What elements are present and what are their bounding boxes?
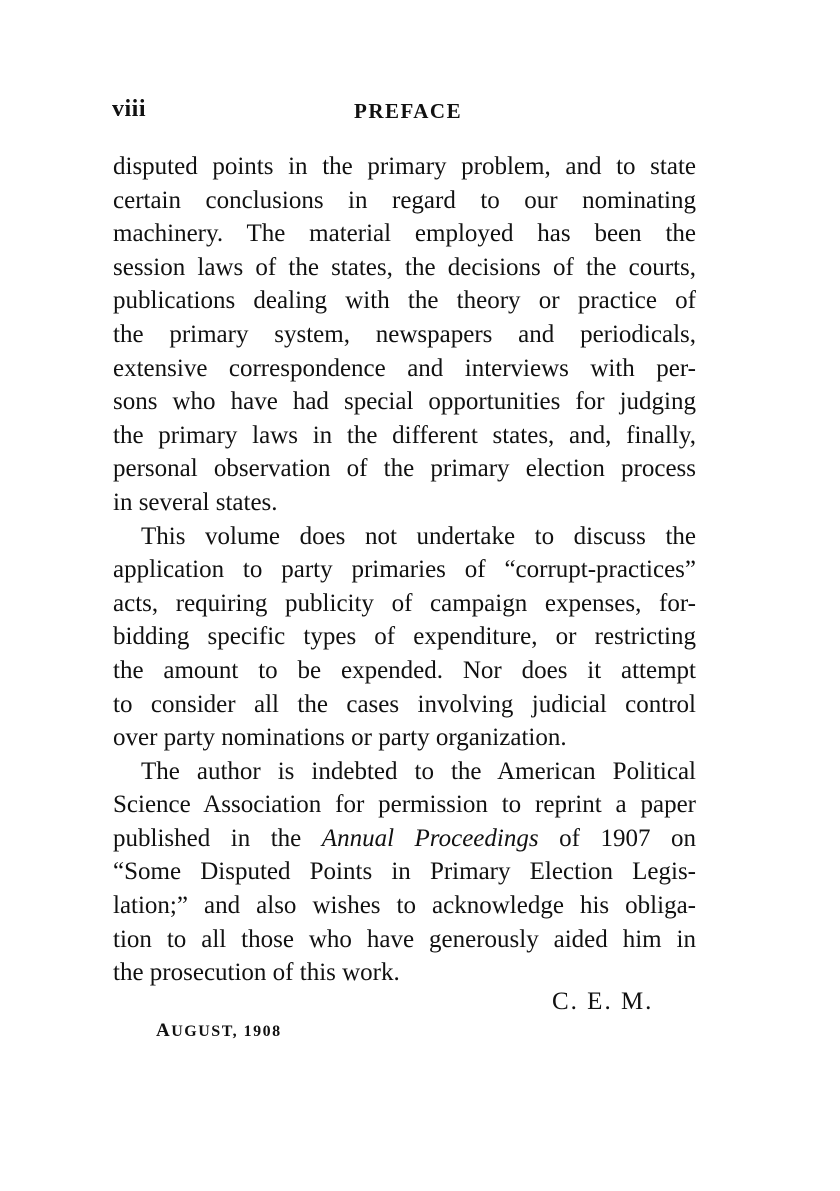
text-line: the primary system, newspapers and periodicals, [113,320,696,348]
page-number: viii [112,96,147,122]
text-line: sons who have had special opportunities for judging [113,388,696,416]
text-line: bidding specific types of expenditure, or restricting [113,623,696,651]
italic-title: Annual Proceedings [321,824,539,852]
paragraph-1 [113,150,696,520]
dateline [156,1020,282,1042]
dateline-month: UGUST [171,1023,233,1040]
signature-initials: C. E. M. [552,988,654,1015]
text-line: disputed points in the primary problem, and to state [113,153,696,180]
text-line: the primary laws in the different states, and, finally, [113,421,696,449]
text-line: personal observation of the primary election process [113,455,696,483]
text-line: acts, requiring publicity of campaign expenses, for- [113,589,696,617]
text-line: in several states. [113,488,278,516]
text-line: over party nominations or party organization. [113,724,567,752]
preface-body [113,150,696,990]
text-line: application to party primaries of “corrupt-practices” [113,556,696,584]
text-line: tion to all those who have generously aided him in [113,925,696,953]
text-run: of 1907 on [538,824,696,852]
running-head: PREFACE [354,99,463,123]
text-line: lation;” and also wishes to acknowledge his obliga- [113,892,696,920]
text-line: extensive correspondence and interviews with per- [113,354,696,382]
text-line: publications dealing with the theory or practice of [113,287,696,315]
text-line: “Some Disputed Points in Primary Election Legis- [113,858,696,886]
paragraph-2 [113,520,696,755]
text-run: published in the [113,824,322,852]
text-line: This volume does not undertake to discuss the [141,522,696,550]
text-line: to consider all the cases involving judicial control [113,690,696,718]
text-line: machinery. The material employed has been the [113,220,696,248]
paragraph-3 [113,755,696,990]
text-line: The author is indebted to the American Political [141,757,696,785]
text-line: Science Association for permission to reprint a paper [113,791,696,819]
dateline-initial: A [156,1020,172,1041]
text-line: the amount to be expended. Nor does it attempt [113,656,696,684]
text-line [113,822,696,856]
dateline-year: , 1908 [232,1023,282,1040]
text-line: session laws of the states, the decisions of the courts, [113,253,696,281]
text-line: certain conclusions in regard to our nominating [113,186,696,214]
text-line: the prosecution of this work. [113,959,400,987]
